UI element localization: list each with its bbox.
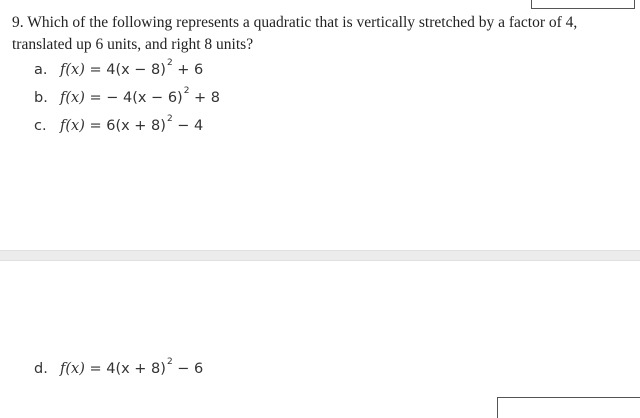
top-answer-box (531, 0, 635, 9)
choice-exponent: 2 (183, 86, 190, 96)
choice-constant: + 8 (189, 90, 221, 106)
choice-b[interactable] (34, 86, 221, 112)
choice-expression: = − 4(x − 6) (84, 90, 183, 106)
choice-expression: = 4(x − 8) (84, 62, 166, 78)
choice-letter: d. (34, 361, 48, 377)
choice-function: f(x) (60, 118, 85, 134)
choice-exponent: 2 (166, 114, 173, 124)
bottom-answer-box (497, 397, 640, 418)
question-text (12, 12, 612, 56)
choice-c[interactable] (34, 114, 204, 140)
choice-letter: c. (34, 118, 47, 134)
choice-function: f(x) (60, 62, 85, 78)
choice-exponent: 2 (166, 58, 173, 68)
choice-expression: = 6(x + 8) (84, 118, 166, 134)
choice-constant: − 4 (172, 118, 204, 134)
choice-expression: = 4(x + 8) (84, 361, 166, 377)
choice-a[interactable] (34, 58, 204, 84)
page-divider (0, 250, 640, 261)
choice-constant: + 6 (172, 62, 204, 78)
choice-letter: a. (34, 62, 48, 78)
choice-function: f(x) (60, 361, 85, 377)
choice-function: f(x) (60, 90, 85, 106)
choice-letter: b. (34, 90, 48, 106)
question-number: 9. (12, 14, 24, 31)
choice-constant: − 6 (172, 361, 204, 377)
choice-exponent: 2 (166, 357, 173, 367)
choice-d[interactable] (34, 357, 204, 383)
question-body: Which of the following represents a quadratic that is vertically stretched by a factor of 4, translated up 6 units, and right 8 units? (12, 14, 578, 53)
